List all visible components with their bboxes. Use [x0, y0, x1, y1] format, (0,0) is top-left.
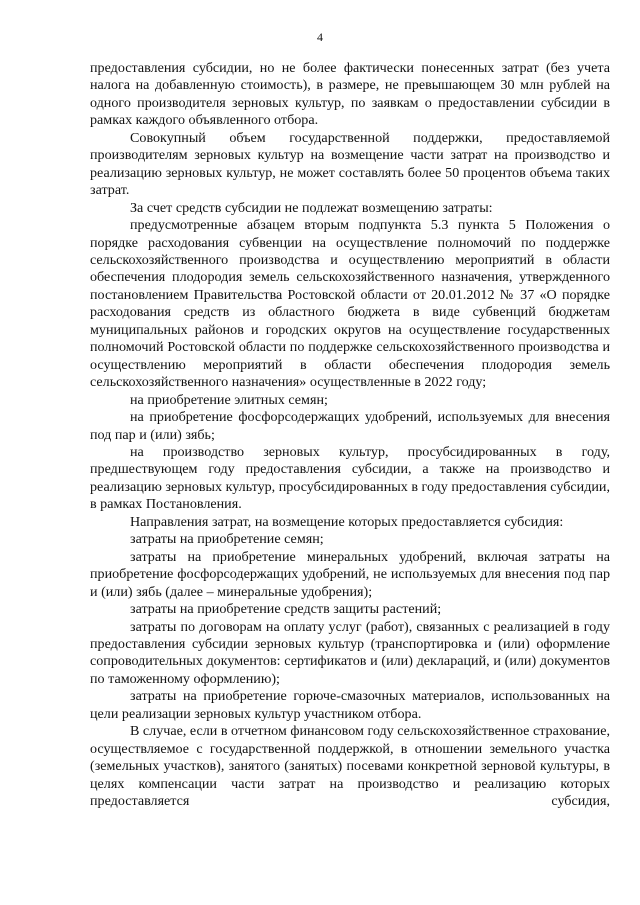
page-number: 4: [317, 30, 323, 44]
paragraph-cost-directions-heading: Направления затрат, на возмещение которых предоставляется субсидия:: [130, 513, 564, 530]
paragraph-subsidy-limit: предоставления субсидии, но не более фактически понесенных затрат (без учета налога на добавленную стоимость), в размере, не превышающем 30 млн рублей на одного производителя зерновых культур, по заявкам о предоставлении субсидии в рамках каждого объявленного отбора.: [90, 60, 610, 129]
paragraph-excluded-subvention-costs: предусмотренные абзацем вторым подпункта 5.3 пункта 5 Положения о порядке расходования субвенции на осуществление полномочий по поддержке сельскохозяйственного производства и осуществлению мероприятий в области обеспечения плодородия земель сельскохозяйственного назначения, утвержденного постановлением Правительства Ростовской области от 20.01.2012 № 37 «О порядке расходования средств из областного бюджета в виде субвенций бюджетам муниципальных районов и городских округов на осуществление государственных полномочий Ростовской области по поддержке сельскохозяйственного производства и осуществлению мероприятий в области обеспечения плодородия земель сельскохозяйственного назначения» осуществленные в 2022 году;: [90, 217, 610, 391]
paragraph-cost-mineral-fertilizers: затраты на приобретение минеральных удобрений, включая затраты на приобретение фосфорсодержащих удобрений, не используемых для внесения под пар и (или) зябь (далее – минеральные удобрения);: [90, 548, 610, 600]
paragraph-cost-seeds: затраты на приобретение семян;: [130, 531, 324, 548]
paragraph-cost-fuel-lubricants: затраты на приобретение горюче-смазочных материалов, использованных на цели реализации зерновых культур участником отбора.: [90, 688, 610, 722]
paragraph-cost-services: затраты по договорам на оплату услуг (работ), связанных с реализацией в году предоставления субсидии зерновых культур (транспортировка и (или) оформление сопроводительных документов: сертификатов и (или) деклараций, и (или) документов по таможенному оформлению);: [90, 618, 610, 687]
paragraph-total-support: Совокупный объем государственной поддержки, предоставляемой производителям зерновых культур на возмещение части затрат на производство и реализацию зерновых культур, не может составлять более 50 процентов объема таких затрат.: [90, 129, 610, 199]
paragraph-excluded-subsidized-production: на производство зерновых культур, просубсидированных в году, предшествующем году предоставления субсидии, а также на производство и реализацию зерновых культур, просубсидированных в году предоставления субсидии, в рамках Постановления.: [90, 443, 610, 513]
paragraph-non-reimbursable-heading: За счет средств субсидии не подлежат возмещению затраты:: [130, 199, 493, 216]
paragraph-excluded-elite-seeds: на приобретение элитных семян;: [130, 391, 328, 408]
document-body: [90, 60, 610, 810]
paragraph-cost-plant-protection: затраты на приобретение средств защиты растений;: [130, 601, 442, 618]
paragraph-insurance-case: В случае, если в отчетном финансовом году сельскохозяйственное страхование, осуществляемое с государственной поддержкой, в отношении земельного участка (земельных участков), занятого (занятых) посевами конкретной зерновой культуры, в целях компенсации части затрат на производство и реализацию которых предоставляется субсидия,: [90, 723, 610, 810]
paragraph-excluded-phosphate-fertilizers: на приобретение фосфорсодержащих удобрений, используемых для внесения под пар и (или) зябь;: [90, 409, 610, 443]
